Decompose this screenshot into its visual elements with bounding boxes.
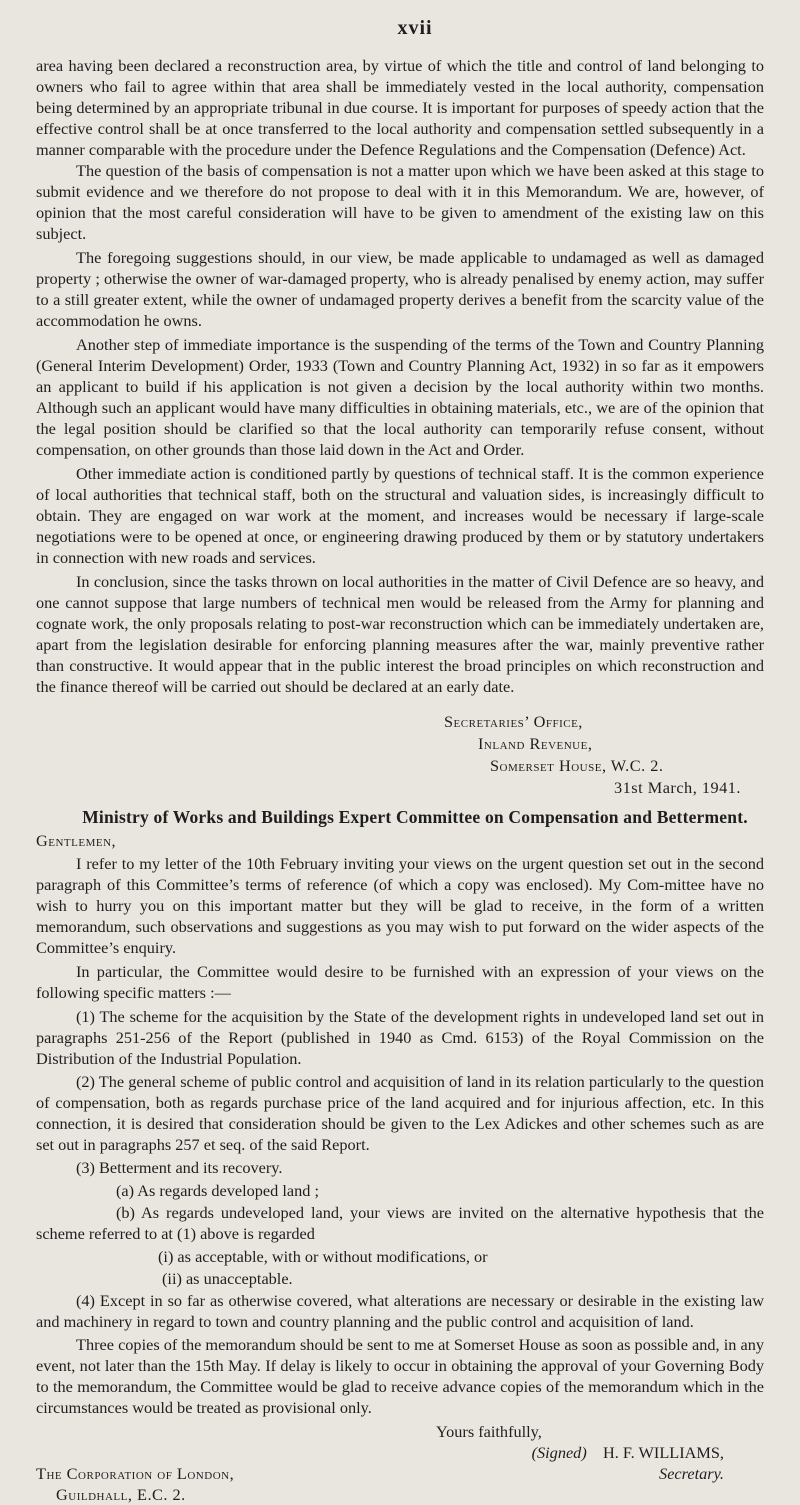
address-line-office: Secretaries’ Office, bbox=[444, 712, 583, 731]
memorandum-body bbox=[36, 55, 764, 697]
paragraph-conclusion: In conclusion, since the tasks thrown on local authorities in the matter of Civil Defence are so heavy, and one cannot suppose that large numbers of technical men would be released from the Army for planning and cognate work, the only proposals relating to post-war reconstruction which can be immediately undertaken are, apart from the legislation desirable for enforcing planning measures after the war, mainly preventive rather than constructive. It would appear that in the public interest the broad principles on which reconstruction and the finance thereof will be carried out should be declared at an early date. bbox=[36, 572, 764, 696]
address-line-department: Inland Revenue, bbox=[478, 734, 593, 753]
paragraph-technical-staff: Other immediate action is conditioned partly by questions of technical staff. It is the common experience of local authorities that technical staff, both on the structural and valuation sides, is increasingly difficult to obtain. They are engaged on war work at the moment, and increases would be necessary if large-scale negotiations were to be opened at once, or engineering drawing produced by them or by statutory undertakers in connection with new roads and services. bbox=[36, 464, 764, 567]
paragraph-continuation: area having been declared a reconstruction area, by virtue of which the title and control of land belonging to owners who fail to agree within that area shall be immediately vested in the local authority, compensation being determined by an appropriate tribunal in due course. It is important for purposes of speedy action that the effective control shall be at once transferred to the local authority and compensation settled subsequently in a manner comparable with the procedure under the Defence Regulations and the Compensation (Defence) Act. bbox=[36, 56, 764, 159]
closing-paragraph: Three copies of the memorandum should be sent to me at Somerset House as soon as possible and, in any event, not later than the 15th May. If delay is likely to occur in obtaining the approval of your Governing Body to the memorandum, the Committee would be glad to receive advance copies of the memorandum which in the circumstances would be treated as provisional only. bbox=[36, 1335, 764, 1417]
address-line-building: Somerset House, W.C. 2. bbox=[490, 756, 664, 775]
paragraph-compensation-basis: The question of the basis of compensation is not a matter upon which we have been asked at this stage to submit evidence and we therefore do not propose to deal with it in this Memorandum. We are, however, of opinion that the most careful consideration will have to be given to amendment of the existing law on this subject. bbox=[36, 161, 764, 243]
salutation: Gentlemen, bbox=[36, 831, 117, 850]
item-3: (3) Betterment and its recovery. bbox=[76, 1158, 283, 1177]
item-4: (4) Except in so far as otherwise covered, what alterations are necessary or desirable in the existing law and machinery in regard to town and country planning and the public control and acquisition of land. bbox=[36, 1291, 764, 1331]
sender-address bbox=[36, 711, 764, 799]
page-number: xvii bbox=[397, 17, 433, 39]
item-3b: (b) As regards undeveloped land, your views are invited on the alternative hypothesis that the scheme referred to at (1) above is regarded bbox=[36, 1203, 764, 1243]
signoff: Yours faithfully, bbox=[436, 1422, 542, 1441]
letter-paragraph-particular: In particular, the Committee would desire to be furnished with an expression of your views on the following specific matters :— bbox=[36, 962, 764, 1002]
signature-row bbox=[36, 1442, 764, 1484]
item-1: (1) The scheme for the acquisition by the State of the development rights in undeveloped land set out in paragraphs 251-256 of the Report (published in 1940 as Cmd. 6153) of the Royal Commission on the Distribution of the Industrial Population. bbox=[36, 1007, 764, 1068]
signatory-name: H. F. WILLIAMS, bbox=[603, 1443, 724, 1462]
signed-label: (Signed) bbox=[531, 1443, 587, 1462]
recipient-line-1: The Corporation of London, bbox=[36, 1464, 235, 1483]
signature-block bbox=[532, 1442, 724, 1484]
letter-date: 31st March, 1941. bbox=[614, 778, 741, 797]
signatory-title: Secretary. bbox=[659, 1464, 724, 1483]
letter-heading: Ministry of Works and Buildings Expert Committee on Compensation and Betterment. bbox=[82, 807, 748, 827]
item-2: (2) The general scheme of public control and acquisition of land in its relation particularly to the question of compensation, both as regards purchase price of the land acquired and for injurious affection, etc. In this connection, it is desired that consideration should be given to the Lex Adickes and other schemes such as are set out in paragraphs 257 et seq. of the said Report. bbox=[36, 1072, 764, 1154]
recipient-line-2: Guildhall, E.C. 2. bbox=[56, 1485, 186, 1504]
item-3a: (a) As regards developed land ; bbox=[116, 1181, 319, 1200]
item-3b-i: (i) as acceptable, with or without modifications, or bbox=[158, 1247, 488, 1266]
paragraph-interim-development: Another step of immediate importance is the suspending of the terms of the Town and Country Planning (General Interim Development) Order, 1933 (Town and Country Planning Act, 1932) in so far as it empowers an applicant to build if his application is not given a decision by the local authority within two months. Although such an applicant would have many difficulties in obtaining materials, etc., we are of the opinion that the legal position should be clarified so that the local authority can temporarily refuse consent, without compensation, on other grounds than those laid down in the Act and Order. bbox=[36, 335, 764, 459]
signature-line bbox=[532, 1442, 724, 1463]
paragraph-undamaged-property: The foregoing suggestions should, in our view, be made applicable to undamaged as well as damaged property ; otherwise the owner of war-damaged property, who is already penalised by enemy action, may suffer to a still greater extent, while the owner of undamaged property derives a benefit from the scarcity value of the accommodation he owns. bbox=[36, 248, 764, 330]
letter-paragraph-intro: I refer to my letter of the 10th February inviting your views on the urgent question set out in the second paragraph of this Committee’s terms of reference (of which a copy was enclosed). My Com-mittee have no wish to hurry you on this important matter but they will be glad to receive, in the form of a written memorandum, such observations and suggestions as you may wish to put forward on the wider aspects of the Committee’s enquiry. bbox=[36, 854, 764, 957]
item-3b-ii: (ii) as unacceptable. bbox=[162, 1269, 293, 1288]
letter-body bbox=[36, 853, 764, 1418]
